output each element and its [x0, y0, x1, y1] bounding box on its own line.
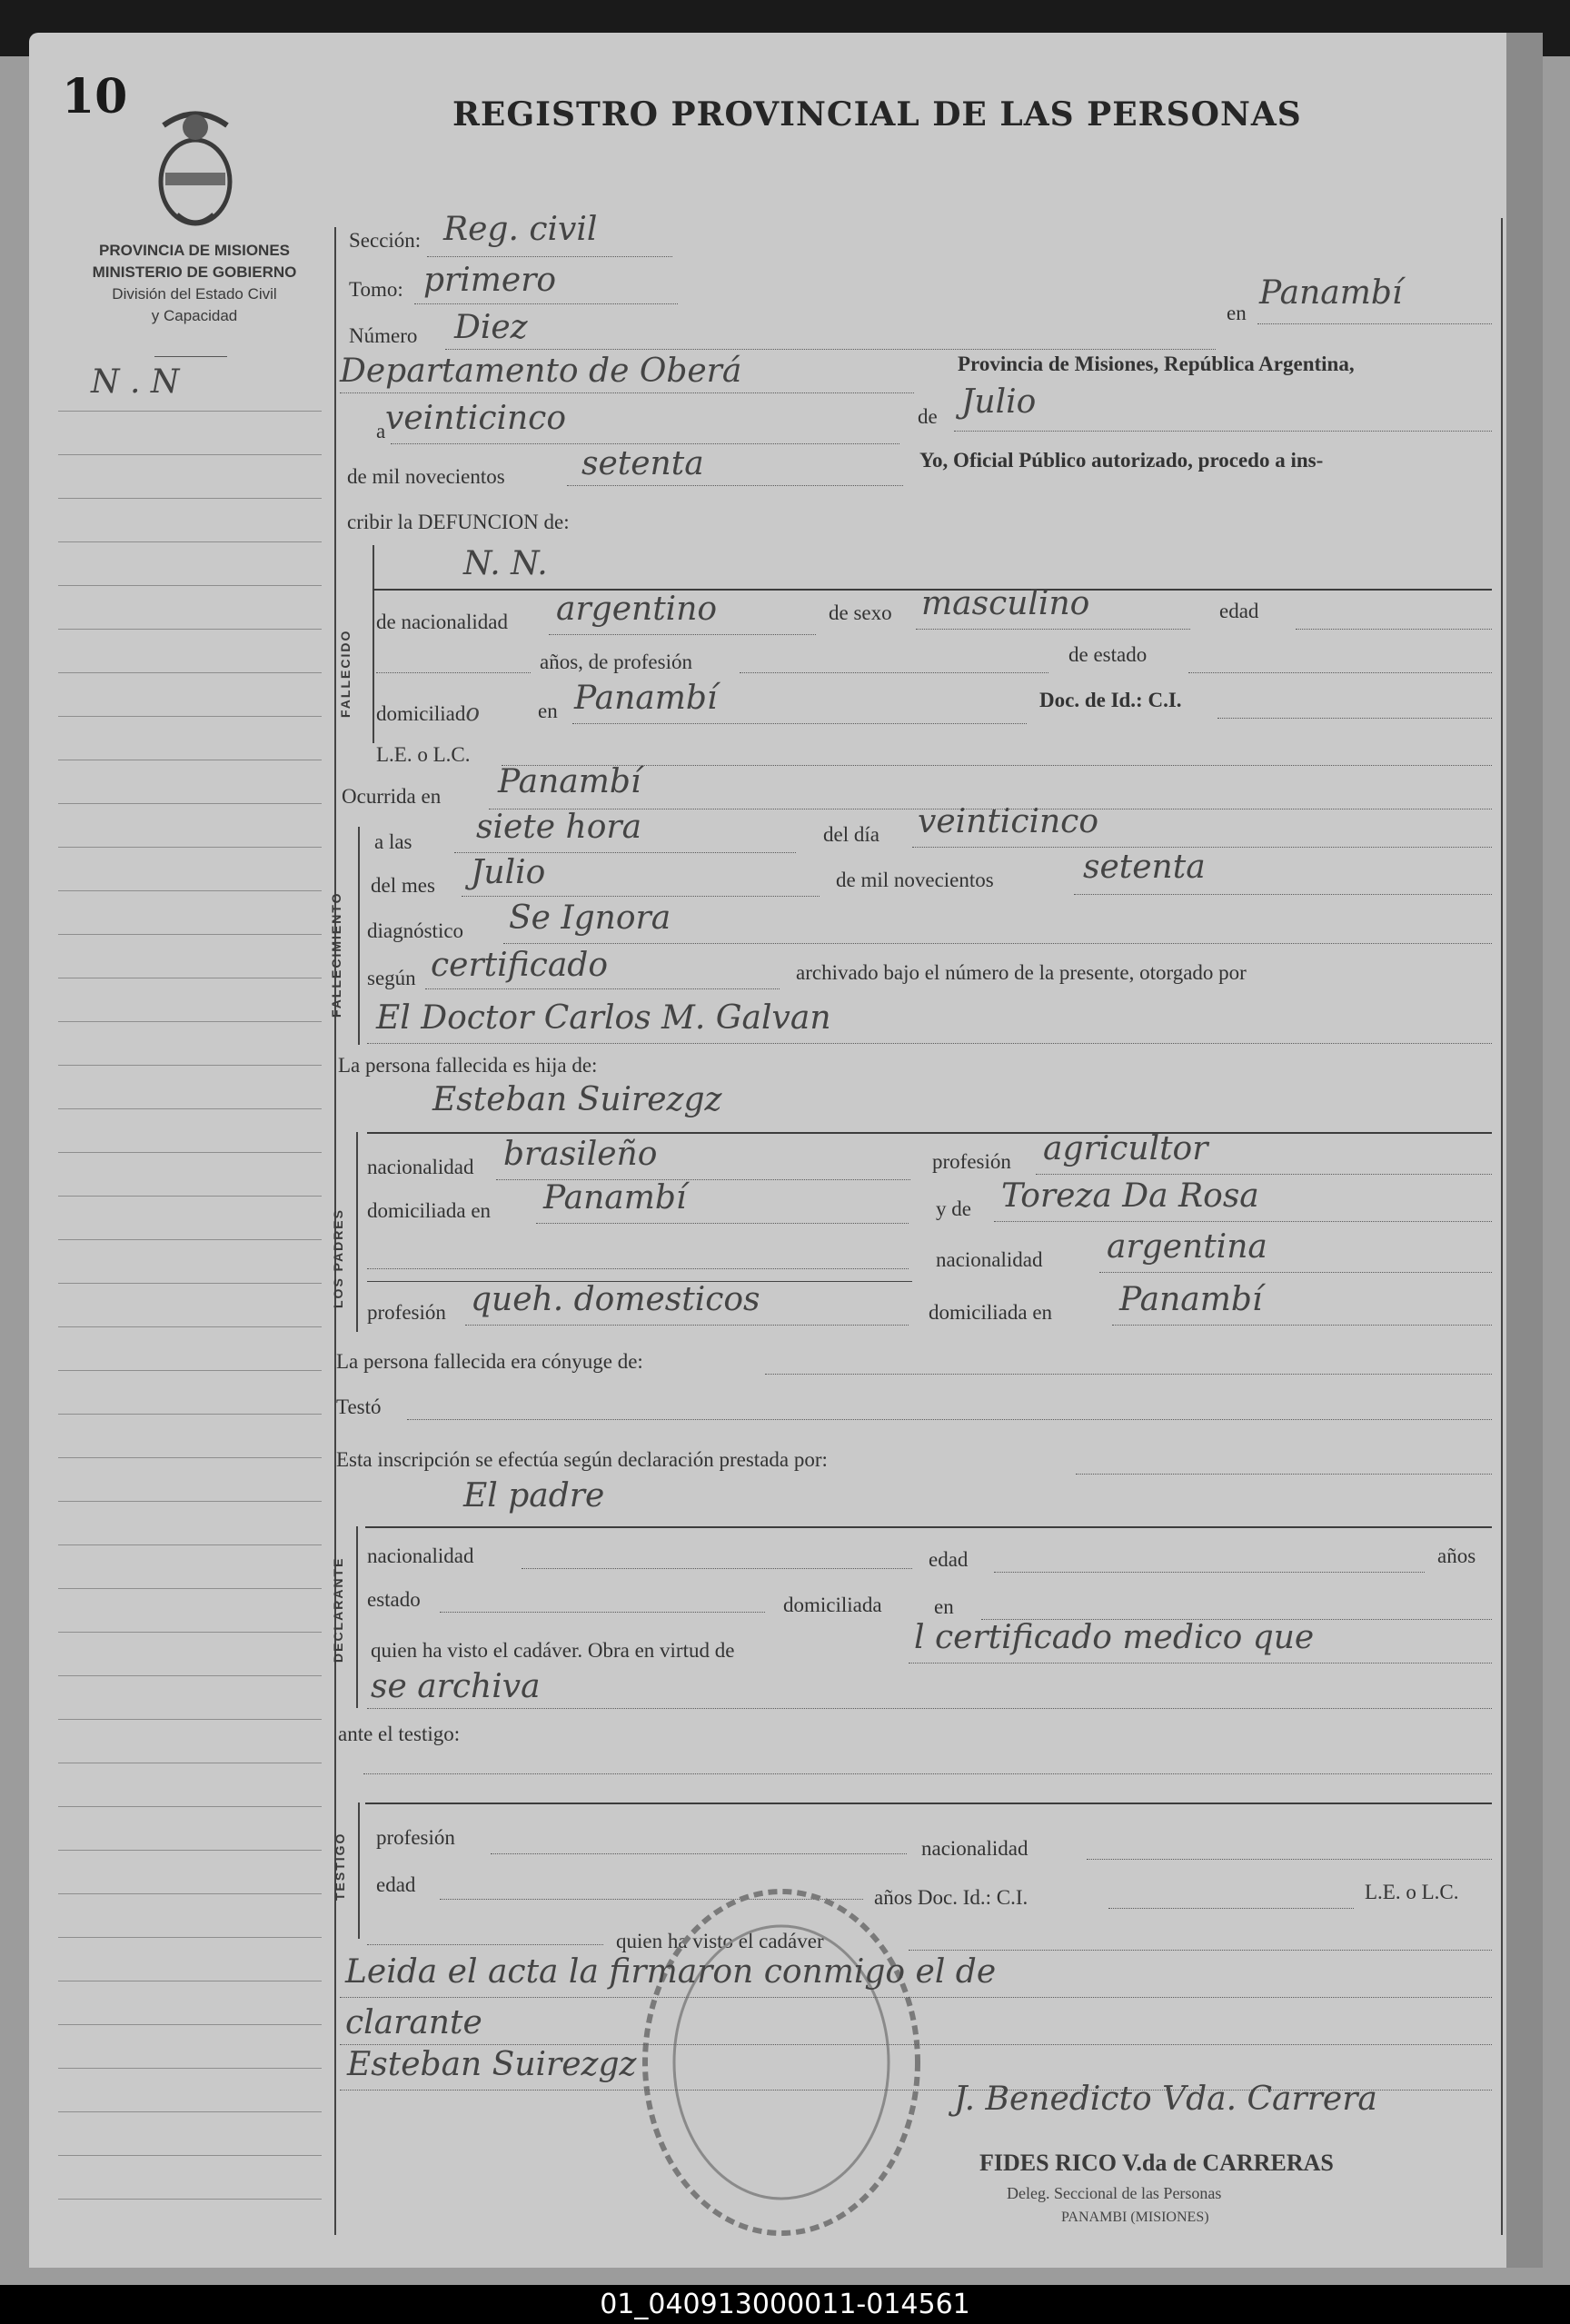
segun-label: según: [367, 967, 416, 989]
departamento-value: Departamento de Oberá: [340, 353, 742, 390]
dia-fallecimiento-value: veinticinco: [918, 803, 1099, 840]
madre-nacionalidad-label: nacionalidad: [936, 1248, 1043, 1271]
stamp-name: FIDES RICO V.da de CARRERAS: [979, 2150, 1334, 2176]
declarante-domiciliada-label: domiciliada: [783, 1594, 882, 1616]
testigo-nacionalidad-label: nacionalidad: [921, 1837, 1028, 1860]
declarante-edad-label: edad: [929, 1548, 969, 1571]
org-division: División del Estado Civil: [112, 285, 277, 303]
nacionalidad-label: de nacionalidad: [376, 611, 508, 633]
numero-value: Diez: [454, 309, 528, 346]
yo-oficial-label: Yo, Oficial Público autorizado, procedo a ins-: [919, 449, 1324, 472]
a-las-label: a las: [374, 830, 412, 853]
testigo-edad-label: edad: [376, 1873, 416, 1896]
sexo-label: de sexo: [829, 601, 892, 624]
ante-testigo-label: ante el testigo:: [338, 1723, 461, 1745]
madre-domicilio-value: Panambí: [1119, 1281, 1263, 1318]
padre-nacionalidad-label: nacionalidad: [367, 1156, 474, 1178]
a-label: a: [376, 420, 386, 442]
declarante-rule: [365, 1526, 1492, 1528]
domiciliado-suffix: o: [465, 700, 481, 727]
otorgado-por-value: El Doctor Carlos M. Galvan: [376, 999, 831, 1037]
padre-profesion-value: agricultor: [1043, 1130, 1208, 1167]
madre-name: Toreza Da Rosa: [1001, 1177, 1259, 1215]
declarante-section-label: DECLARANTE: [331, 1556, 345, 1663]
madre-domiciliada-label: domiciliada en: [929, 1301, 1053, 1324]
obra-virtud-2: se archiva: [371, 1668, 541, 1705]
diagnostico-value: Se Ignora: [509, 899, 671, 937]
padre-nacionalidad-value: brasileño: [503, 1136, 658, 1173]
declarante-en-label: en: [934, 1595, 954, 1618]
de-label: de: [918, 405, 938, 428]
coat-of-arms-icon: [145, 107, 245, 234]
de-mil-nov-label: de mil novecientos: [836, 869, 994, 891]
testigo-bracket: [358, 1803, 360, 1939]
domiciliado-text: domiciliad: [376, 702, 466, 725]
madre-profesion-label: profesión: [367, 1301, 446, 1324]
fallecido-name: N. N.: [463, 545, 548, 582]
doc-id-label: Doc. de Id.: C.I.: [1039, 689, 1182, 711]
padre-name: Esteban Suirezgz: [432, 1081, 722, 1118]
hija-de-label: La persona fallecida es hija de:: [338, 1054, 598, 1077]
official-seal-icon: [636, 1881, 927, 2244]
domicilio-value: Panambí: [574, 680, 718, 717]
page-number: 10: [62, 69, 128, 124]
org-ministry: MINISTERIO DE GOBIERNO: [92, 263, 297, 281]
seccion-label: Sección:: [349, 229, 422, 252]
declarante-bracket: [356, 1526, 358, 1708]
page-title: REGISTRO PROVINCIAL DE LAS PERSONAS: [452, 95, 1302, 134]
nacionalidad-value: argentino: [556, 591, 718, 628]
cierre-line-1: Leida el acta la firmaron conmigo el de: [345, 1953, 997, 1991]
conyuge-label: La persona fallecida era cónyuge de:: [336, 1350, 643, 1373]
segun-value: certificado: [431, 947, 609, 984]
org-province: PROVINCIA DE MISIONES: [98, 242, 290, 259]
lugar-value: Panambí: [1259, 274, 1403, 312]
cribir-text: cribir la DEFUNCION de:: [347, 511, 570, 533]
sexo-value: masculino: [921, 585, 1090, 622]
padre-domicilio-value: Panambí: [543, 1179, 687, 1217]
madre-nacionalidad-value: argentina: [1107, 1228, 1267, 1266]
declarante-name: El padre: [463, 1477, 605, 1515]
mes-value: Julio: [961, 383, 1037, 421]
mes-fallecimiento-value: Julio: [471, 854, 546, 891]
archivado-label: archivado bajo el número de la presente, otorgado por: [796, 961, 1247, 984]
declarante-estado-label: estado: [367, 1588, 421, 1611]
org-underline: [154, 356, 227, 357]
padre-profesion-label: profesión: [932, 1150, 1011, 1173]
del-mes-label: del mes: [371, 874, 435, 897]
tomo-label: Tomo:: [349, 278, 403, 301]
ocurrida-value: Panambí: [498, 763, 641, 800]
fallecimiento-section-label: FALLECIMIENTO: [329, 891, 343, 1018]
en-dom-label: en: [538, 700, 558, 722]
cierre-line-2: clarante: [345, 2004, 482, 2041]
stamp-office: Deleg. Seccional de las Personas: [1007, 2184, 1222, 2202]
dia-value: veinticinco: [385, 400, 567, 437]
testigo-section-label: TESTIGO: [333, 1832, 347, 1901]
testo-label: Testó: [336, 1395, 382, 1418]
quien-visto-label: quien ha visto el cadáver. Obra en virtud de: [371, 1639, 735, 1662]
declarante-anos-label: años: [1437, 1544, 1476, 1567]
image-id-footer: 01_040913000011-014561: [0, 2285, 1570, 2324]
numero-label: Número: [349, 324, 418, 347]
cribir-label: [347, 511, 570, 534]
org-block: [51, 240, 338, 327]
official-signature: J. Benedicto Vda. Carrera: [954, 2081, 1377, 2118]
hora-value: siete hora: [476, 809, 642, 846]
padre-domiciliada-label: domiciliada en: [367, 1199, 492, 1222]
le-lc-label: L.E. o L.C.: [376, 743, 471, 766]
testigo-profesion-label: profesión: [376, 1826, 455, 1849]
page-edge: [1506, 33, 1543, 2268]
fallecimiento-bracket: [358, 827, 360, 1045]
anio-fallecimiento-value: setenta: [1083, 849, 1206, 886]
padres-bracket: [356, 1132, 358, 1332]
en-label: en: [1227, 302, 1247, 324]
quien-visto-cadaver-label: quien ha visto el cadáver: [616, 1930, 824, 1952]
declarante-nacionalidad-label: nacionalidad: [367, 1544, 474, 1567]
padres-section-label: LOS PADRES: [331, 1208, 345, 1308]
edad-label: edad: [1219, 600, 1259, 622]
del-dia-label: del día: [823, 823, 879, 846]
provincia-label: Provincia de Misiones, República Argentina,: [958, 353, 1355, 375]
de-mil-label: de mil novecientos: [347, 465, 505, 488]
y-de-label: y de: [936, 1197, 971, 1220]
obra-virtud-1: l certificado medico que: [914, 1619, 1315, 1656]
tomo-value: primero: [423, 262, 557, 299]
anio-value: setenta: [581, 445, 704, 482]
diagnostico-label: diagnóstico: [367, 919, 464, 942]
fallecido-section-label: FALLECIDO: [338, 629, 353, 718]
declarante-signature: Esteban Suirezgz: [347, 2046, 637, 2083]
domiciliado-label: [376, 700, 480, 727]
testigo-anos-doc-label: años Doc. Id.: C.I.: [874, 1886, 1028, 1909]
testigo-le-lc-label: L.E. o L.C.: [1365, 1881, 1459, 1903]
padre-rule: [367, 1132, 1492, 1134]
anos-profesion-label: años, de profesión: [540, 651, 692, 673]
stamp-location: PANAMBI (MISIONES): [1061, 2210, 1209, 2225]
seccion-value: Reg. civil: [443, 211, 598, 248]
ocurrida-label: Ocurrida en: [342, 785, 442, 808]
testigo-rule: [365, 1803, 1492, 1804]
madre-profesion-value: queh. domesticos: [471, 1281, 760, 1318]
fallecido-bracket: [373, 545, 374, 743]
org-capacidad: y Capacidad: [151, 307, 238, 324]
estado-label: de estado: [1068, 643, 1148, 666]
inscripcion-label: Esta inscripción se efectúa según declaración prestada por:: [336, 1448, 828, 1471]
margin-note: N . N: [91, 363, 180, 401]
right-border: [1501, 218, 1503, 2235]
